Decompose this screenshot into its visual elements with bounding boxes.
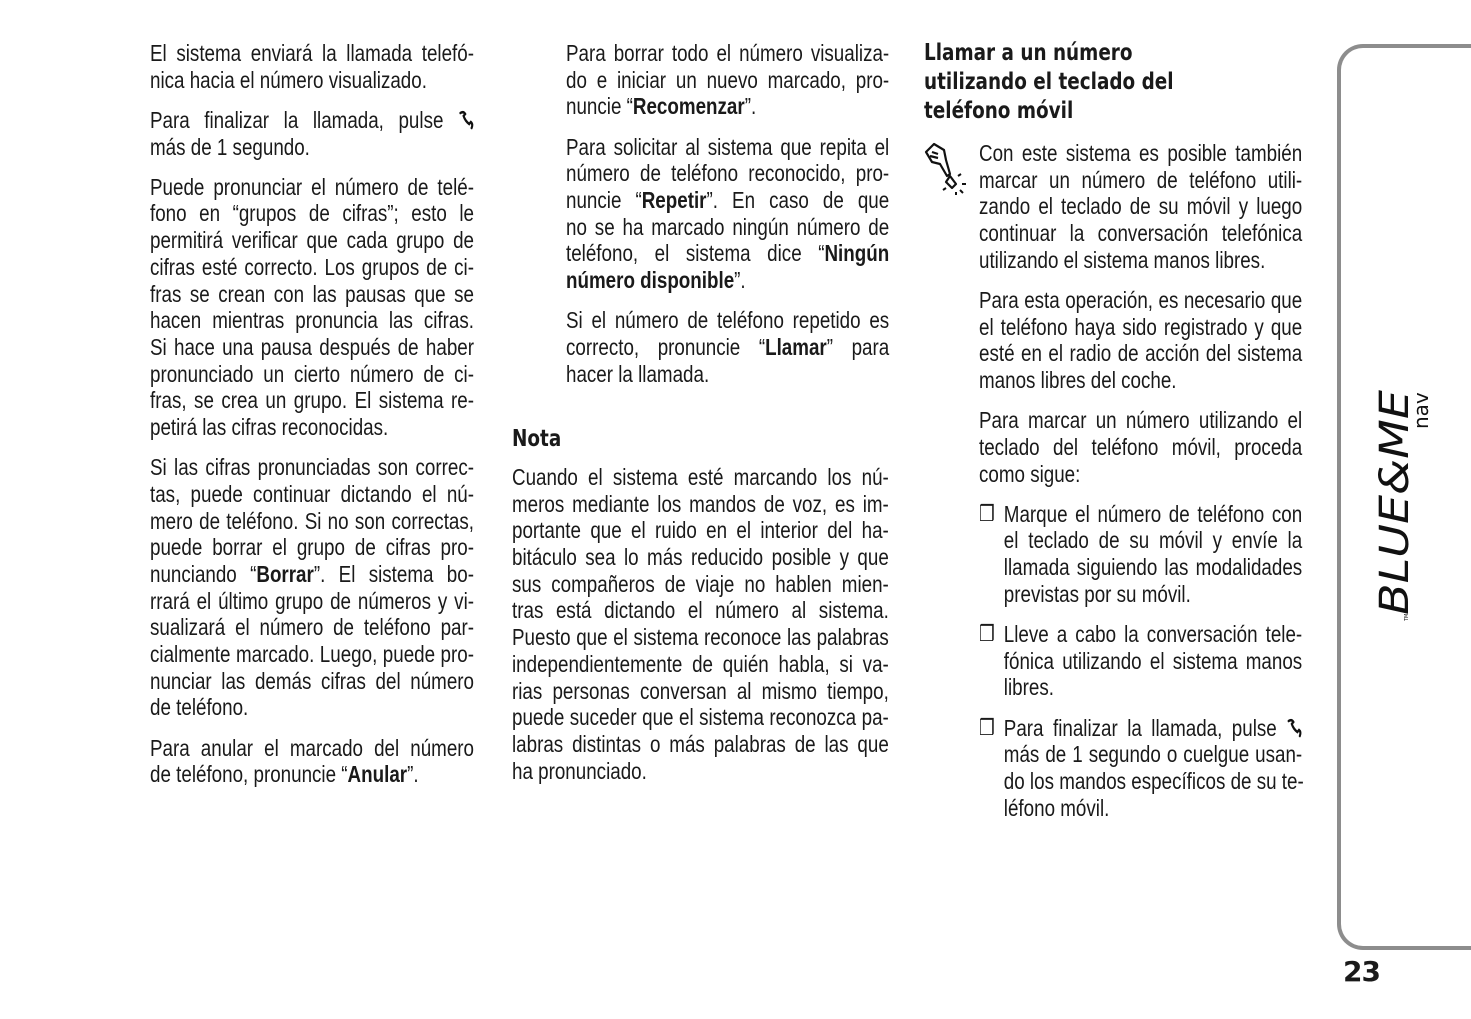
text-line (150, 334, 474, 361)
paragraph (979, 140, 1302, 273)
text-segment: Puesto que el sistema reconoce las palabras (512, 624, 889, 651)
text-line (979, 434, 1302, 461)
text-segment: mero de teléfono. Si no son correctas, (150, 507, 474, 534)
text-line (150, 454, 474, 481)
text-line (150, 735, 474, 762)
text-line (150, 534, 474, 561)
text-line (150, 641, 474, 668)
text-segment: Para esta operación, es necesario que (979, 286, 1303, 313)
text-line (150, 694, 474, 721)
svg-text:BLUE&ME: BLUE&ME (1372, 419, 1418, 615)
text-line (150, 40, 474, 67)
column-1 (150, 40, 474, 801)
text-segment: teclado del teléfono móvil, proceda (979, 433, 1303, 460)
text-line (512, 758, 889, 785)
phone-hangup-icon (458, 110, 474, 130)
text-line (1004, 621, 1302, 648)
text-segment: fono en “grupos de cifras”; esto le (150, 200, 474, 227)
text-segment: ”. (744, 93, 757, 120)
bold-term: Anular (347, 761, 408, 788)
text-segment: Si hace una pausa después de haber (150, 333, 474, 360)
text-segment: ” para (826, 333, 890, 360)
text-line (150, 508, 474, 535)
text-segment: tas, puede continuar dictando el nú- (150, 480, 474, 507)
text-segment: Puede pronunciar el número de telé- (150, 173, 474, 200)
column-3 (979, 140, 1302, 835)
text-line (150, 307, 474, 334)
text-line (150, 361, 474, 388)
text-segment: petirá las cifras reconocidas. (150, 413, 389, 440)
page-number: 23 (1343, 955, 1380, 988)
text-line (979, 247, 1302, 274)
text-line (1004, 648, 1302, 675)
text-line (150, 134, 474, 161)
text-line (979, 287, 1302, 314)
bullet-item (979, 621, 1302, 701)
text-line (566, 361, 889, 388)
bullet-item (979, 715, 1302, 822)
text-segment: Para anular el marcado del número (150, 734, 474, 761)
text-line (512, 731, 889, 758)
text-line (150, 481, 474, 508)
paragraph (150, 735, 474, 788)
text-line (150, 107, 474, 134)
text-segment: cifras esté correcto. Los grupos de ci- (150, 253, 474, 280)
text-line (512, 704, 889, 731)
text-segment: ha pronunciado. (512, 757, 647, 784)
text-line (150, 200, 474, 227)
text-line (566, 214, 889, 241)
text-line (566, 93, 889, 120)
text-segment: sualizará el número de teléfono par- (150, 614, 474, 641)
text-segment: nunciar las demás cifras del número (150, 667, 474, 694)
text-line (1004, 768, 1302, 795)
text-line (566, 67, 889, 94)
text-line (1004, 715, 1302, 742)
text-line (512, 624, 889, 651)
text-line (512, 571, 889, 598)
text-segment: nuncie “ (566, 93, 633, 120)
text-line (979, 140, 1302, 167)
text-segment: Cuando el sistema esté marcando los nú- (512, 464, 889, 490)
text-segment: meros mediante los mandos de voz, es im- (512, 490, 889, 517)
text-line (150, 561, 474, 588)
text-segment: manos libres del coche. (979, 367, 1177, 393)
text-segment: bitáculo sea lo más reducido posible y que (512, 544, 889, 571)
text-segment: de teléfono, pronuncie “ (150, 761, 348, 788)
note-heading: Nota (512, 426, 562, 452)
text-line (150, 387, 474, 414)
bold-term: Borrar (256, 560, 314, 587)
text-line (979, 407, 1302, 434)
bullet-item (979, 501, 1302, 608)
bold-term: Repetir (641, 186, 707, 213)
text-segment: como sigue: (979, 460, 1081, 487)
text-line (512, 651, 889, 678)
text-line (512, 678, 889, 705)
text-line (150, 588, 474, 615)
text-segment: Marque el número de teléfono con (1003, 500, 1303, 527)
text-segment: puede borrar el grupo de cifras pro- (150, 534, 474, 561)
text-segment: labras distintas o más palabras de las que (512, 730, 889, 757)
column-2-note (512, 425, 889, 798)
text-segment: Lleve a cabo la conversación tele- (1003, 621, 1303, 647)
text-segment: independientemente de quién habla, si va- (512, 650, 889, 677)
phone-hangup-icon (1286, 718, 1302, 738)
text-segment: Si las cifras pronunciadas son correc- (150, 454, 474, 481)
text-segment: rrará el último grupo de números y vi- (150, 587, 474, 614)
text-line (1004, 795, 1302, 822)
text-line (566, 240, 889, 267)
text-segment: ”. (407, 761, 419, 788)
text-segment: hacer la llamada. (566, 360, 710, 387)
text-line (150, 614, 474, 641)
text-segment: Con este sistema es posible también (979, 140, 1303, 166)
text-segment: Para solicitar al sistema que repita el (566, 133, 890, 160)
text-line (979, 167, 1302, 194)
text-line (979, 193, 1302, 220)
text-line (512, 544, 889, 571)
text-line (566, 187, 889, 214)
paragraph (150, 174, 474, 441)
text-line (979, 461, 1302, 488)
text-segment: do los mandos específicos de su te- (1003, 767, 1304, 794)
text-segment: tras está dictando el número al sistema. (512, 597, 889, 624)
text-segment: Para finalizar la llamada, pulse (150, 106, 458, 133)
text-line (150, 668, 474, 695)
bold-term: Recomenzar (632, 93, 745, 120)
text-segment: cialmente marcado. Luego, puede pro- (150, 640, 474, 667)
svg-text:TM: TM (1404, 613, 1410, 621)
heading-line: utilizando el teclado del (924, 69, 1174, 95)
text-segment: nuncie “ (566, 186, 642, 213)
checkbox-bullet-icon: ❒ (979, 714, 995, 740)
text-segment: léfono móvil. (1003, 794, 1110, 821)
text-line (1004, 527, 1302, 554)
svg-text:nav: nav (1409, 392, 1433, 429)
text-line (150, 227, 474, 254)
text-segment: utilizando el sistema manos libres. (979, 246, 1266, 273)
text-segment: nunciando “ (150, 560, 257, 587)
paragraph (150, 107, 474, 160)
text-segment: sus compañeros de viaje no hablen mien- (512, 570, 889, 597)
paragraph (979, 287, 1302, 394)
text-segment: más de 1 segundo. (150, 133, 310, 160)
text-segment: zando el teclado de su móvil y luego (979, 193, 1303, 220)
text-segment: do e iniciar un nuevo marcado, pro- (566, 66, 890, 93)
text-line (150, 761, 474, 788)
bold-term: número disponible (566, 267, 735, 293)
text-segment: ”. El sistema bo- (313, 560, 474, 587)
text-segment: ”. (734, 267, 746, 293)
text-segment: correcto, pronuncie “ (566, 333, 766, 360)
bold-term: Ningún (824, 240, 890, 267)
text-line (566, 307, 889, 334)
heading-line: Llamar a un número (924, 40, 1133, 66)
text-line (150, 174, 474, 201)
text-line (1004, 554, 1302, 581)
checkbox-bullet-icon: ❒ (979, 500, 995, 526)
checkbox-bullet-icon: ❒ (979, 621, 995, 646)
text-segment: portante que el ruido en el interior del ha- (512, 517, 889, 544)
hand-pressing-keypad-icon (920, 138, 970, 196)
paragraph (150, 454, 474, 721)
text-segment: no se ha marcado ningún número de (566, 213, 890, 240)
paragraph (979, 407, 1302, 487)
text-line (512, 517, 889, 544)
paragraph (150, 40, 474, 93)
text-segment: teléfono, el sistema dice “ (566, 240, 825, 267)
text-segment: hacen mientras pronuncia las cifras. (150, 307, 474, 334)
text-line (566, 267, 889, 294)
text-segment: número de teléfono reconocido, pro- (566, 160, 890, 187)
paragraph (566, 40, 889, 120)
text-segment: el teclado de su móvil y envíe la (1003, 527, 1303, 554)
bold-term: Llamar (765, 333, 827, 360)
text-segment: rias personas conversan al mismo tiempo, (512, 677, 889, 704)
text-line (566, 334, 889, 361)
text-line (512, 597, 889, 624)
text-line (566, 160, 889, 187)
text-segment: pronunciado un cierto número de ci- (150, 360, 474, 387)
text-line (1004, 581, 1302, 608)
column-2 (566, 40, 889, 401)
text-segment: continuar la conversación telefónica (979, 220, 1303, 247)
text-segment: ”. En caso de que (706, 186, 890, 213)
text-line (1004, 501, 1302, 528)
paragraph (566, 134, 889, 294)
text-line (150, 67, 474, 94)
text-segment: esté en el radio de acción del sistema (979, 340, 1303, 367)
heading-line: teléfono móvil (924, 98, 1074, 124)
text-line (150, 414, 474, 441)
text-segment: libres. (1003, 674, 1054, 701)
blue-and-me-nav-logo (1350, 370, 1433, 621)
text-line (979, 367, 1302, 394)
text-segment: permitirá verificar que cada grupo de (150, 227, 474, 254)
text-segment: Para borrar todo el número visualiza- (566, 40, 890, 66)
text-segment: más de 1 segundo o cuelgue usan- (1003, 741, 1303, 768)
text-segment: Para finalizar la llamada, pulse (1003, 714, 1287, 741)
text-line (566, 134, 889, 161)
text-segment: llamada siguiendo las modalidades (1003, 554, 1303, 581)
text-line (979, 314, 1302, 341)
text-line (150, 254, 474, 281)
text-line (1004, 741, 1302, 768)
text-segment: fras, se crea un grupo. El sistema re- (150, 387, 474, 414)
text-segment: puede suceder que el sistema reconozca pa- (512, 704, 889, 731)
text-segment: marcar un número de teléfono utili- (979, 166, 1303, 193)
text-line (979, 340, 1302, 367)
text-segment: Para marcar un número utilizando el (979, 407, 1303, 434)
text-line (1004, 674, 1302, 701)
text-segment: fras se crean con las pausas que se (150, 280, 474, 307)
paragraph (566, 307, 889, 387)
text-line (566, 40, 889, 67)
text-segment: fónica utilizando el sistema manos (1003, 647, 1303, 674)
text-segment: previstas por su móvil. (1003, 580, 1191, 607)
text-line (979, 220, 1302, 247)
section-heading (924, 39, 1174, 126)
text-segment: el teléfono haya sido registrado y que (979, 313, 1303, 340)
text-line (150, 281, 474, 308)
text-line (512, 491, 889, 518)
paragraph (512, 464, 889, 784)
text-segment: de teléfono. (150, 694, 249, 721)
text-segment: El sistema enviará la llamada telefó- (150, 40, 474, 66)
text-segment: Si el número de teléfono repetido es (566, 307, 890, 334)
text-line (512, 464, 889, 491)
text-segment: nica hacia el número visualizado. (150, 66, 427, 93)
